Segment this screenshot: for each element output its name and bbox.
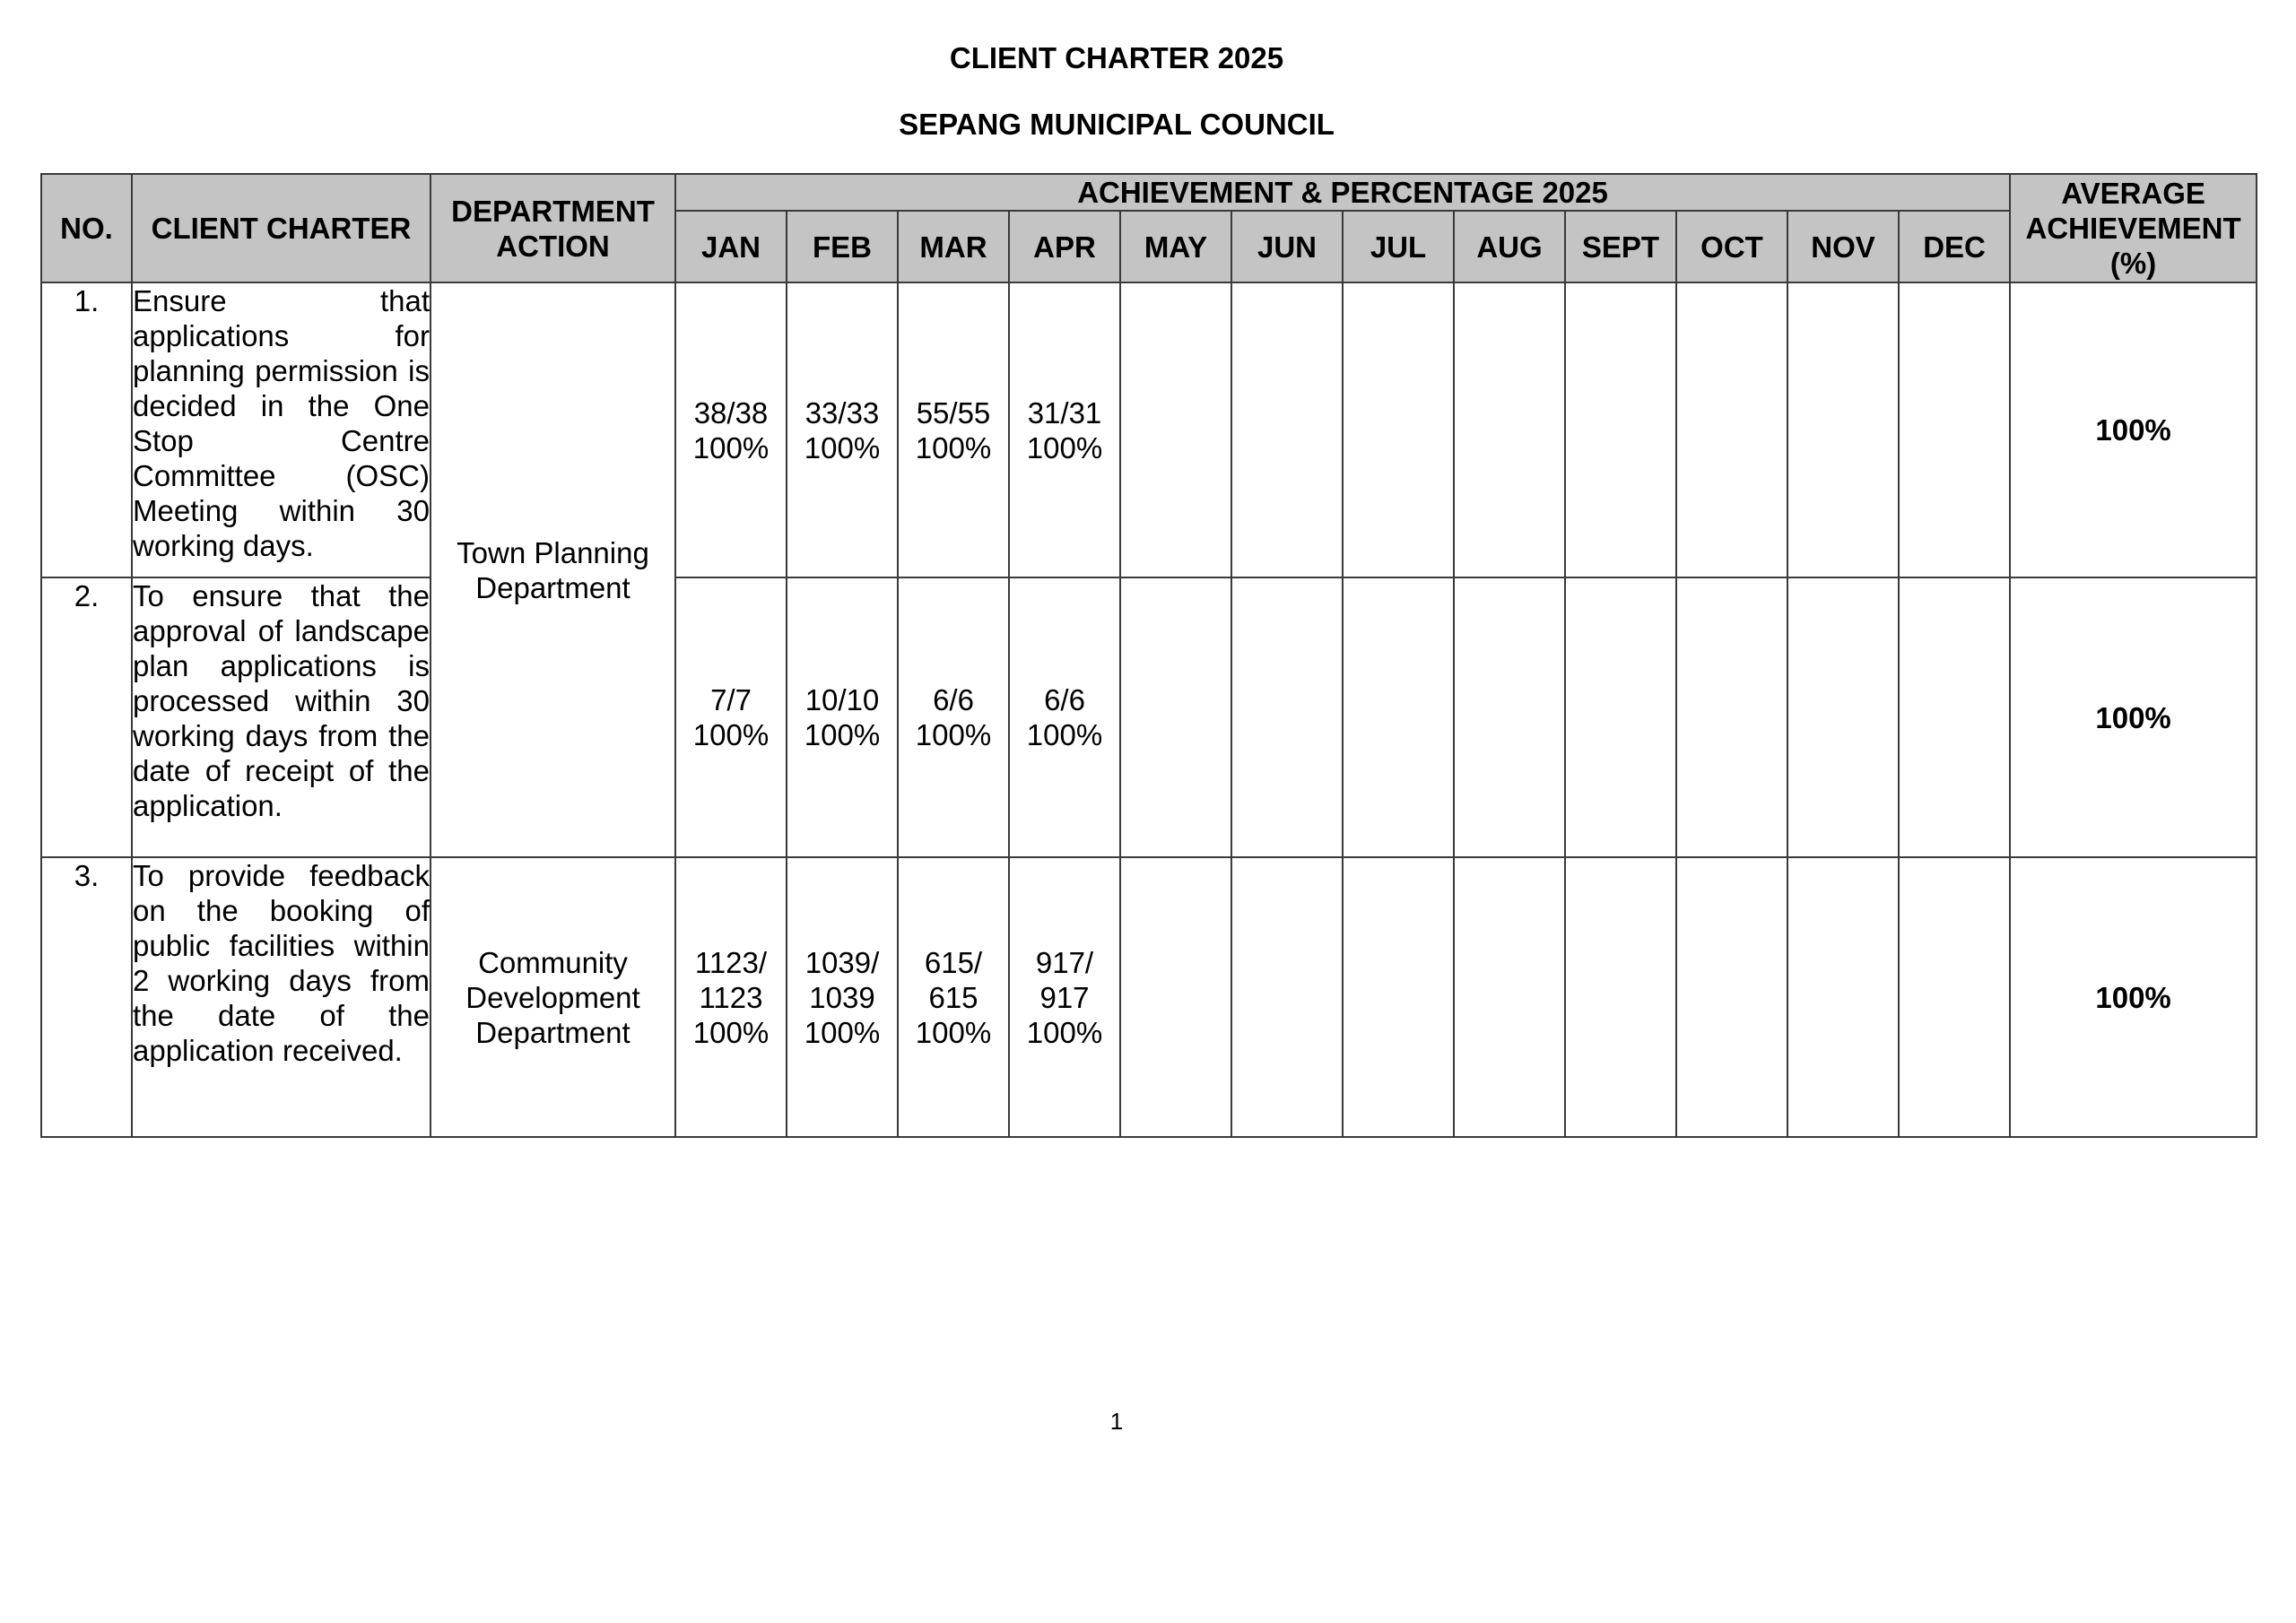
header-month: JUL [1343,211,1454,282]
document-title: CLIENT CHARTER 2025 [949,41,1284,74]
average-achievement: 100% [2010,577,2257,857]
month-cell-empty [1231,577,1343,857]
month-cell [787,577,898,857]
department-action: Community Development Department [430,857,675,1137]
document-subtitle: SEPANG MUNICIPAL COUNCIL [899,108,1335,141]
row-number: 1. [41,282,132,577]
month-cell-empty [1899,857,2010,1137]
header-average-achievement: AVERAGE ACHIEVEMENT (%) [2010,174,2257,282]
month-fraction: 917 [1039,980,1090,1014]
month-cell-empty [1565,282,1676,577]
month-cell [898,577,1009,857]
month-cell-empty [1899,577,2010,857]
month-cell [787,282,898,577]
header-month: APR [1009,211,1120,282]
header-month: JUN [1231,211,1343,282]
month-fraction: 917/ [1035,945,1094,979]
header-month: AUG [1454,211,1565,282]
month-percentage: 100% [915,718,992,751]
client-charter-table [40,173,2257,1138]
row-number: 3. [41,857,132,1137]
month-percentage: 100% [692,430,770,464]
month-cell-empty [1787,857,1899,1137]
month-fraction: 6/6 [933,683,974,716]
month-cell-empty [1787,577,1899,857]
month-cell-empty [1454,577,1565,857]
average-achievement: 100% [2010,857,2257,1137]
month-cell-empty [1231,282,1343,577]
department-action: Town Planning Department [430,282,675,857]
header-month: JAN [675,211,787,282]
header-month: OCT [1676,211,1787,282]
month-cell-empty [1343,857,1454,1137]
month-cell [787,857,898,1137]
month-percentage: 100% [1026,1015,1103,1049]
month-cell-empty [1231,857,1343,1137]
month-cell [898,282,1009,577]
header-month: FEB [787,211,898,282]
month-cell [898,857,1009,1137]
month-cell [1009,857,1120,1137]
table-row [41,577,2257,857]
header-department-action: DEPARTMENT ACTION [430,174,675,282]
month-percentage: 100% [692,718,770,751]
month-cell [675,857,787,1137]
header-no: NO. [41,174,132,282]
month-cell-empty [1565,577,1676,857]
month-cell-empty [1343,282,1454,577]
page-number: 1 [1109,1408,1124,1435]
month-cell-empty [1120,282,1231,577]
month-cell [1009,577,1120,857]
month-fraction: 7/7 [710,683,752,716]
month-fraction: 10/10 [804,683,880,716]
month-cell-empty [1787,282,1899,577]
month-fraction: 1123 [699,980,763,1014]
client-charter-text: To ensure that the approval of landscape plan applications is processed within 30 working days from the date of receipt of the application. [132,577,430,857]
month-cell-empty [1454,282,1565,577]
header-month: MAR [898,211,1009,282]
month-cell-empty [1120,577,1231,857]
header-month: DEC [1899,211,2010,282]
month-percentage: 100% [804,430,881,464]
month-fraction: 33/33 [804,395,880,430]
row-number: 2. [41,577,132,857]
month-percentage: 100% [692,1015,770,1049]
header-month: MAY [1120,211,1231,282]
header-achievement-percentage: ACHIEVEMENT & PERCENTAGE 2025 [675,174,2010,211]
client-charter-text: Ensure that applications for planning permission is decided in the One Stop Centre Committee (OSC) Meeting within 30 working days. [132,282,430,577]
month-fraction: 55/55 [916,395,991,430]
month-fraction: 1039/ [804,945,880,979]
month-cell [675,577,787,857]
month-percentage: 100% [915,1015,992,1049]
month-cell [675,282,787,577]
table-row [41,282,2257,577]
month-cell [1009,282,1120,577]
month-cell-empty [1565,857,1676,1137]
table-row [41,857,2257,1137]
month-cell-empty [1343,577,1454,857]
month-fraction: 1123/ [694,945,768,979]
month-cell-empty [1676,857,1787,1137]
month-fraction: 615 [928,980,978,1014]
month-percentage: 100% [1026,718,1103,751]
average-achievement: 100% [2010,282,2257,577]
month-fraction: 31/31 [1027,395,1102,430]
header-month: SEPT [1565,211,1676,282]
month-cell-empty [1120,857,1231,1137]
month-fraction: 1039 [809,980,875,1014]
month-fraction: 38/38 [693,395,769,430]
client-charter-text: To provide feedback on the booking of public facilities within 2 working days from the date of the application received. [132,857,430,1137]
month-percentage: 100% [1026,430,1103,464]
month-percentage: 100% [915,430,992,464]
month-cell-empty [1676,282,1787,577]
month-fraction: 615/ [924,945,983,979]
month-percentage: 100% [804,1015,881,1049]
header-month: NOV [1787,211,1899,282]
month-cell-empty [1454,857,1565,1137]
month-cell-empty [1899,282,2010,577]
month-cell-empty [1676,577,1787,857]
month-fraction: 6/6 [1044,683,1085,716]
month-percentage: 100% [804,718,881,751]
header-client-charter: CLIENT CHARTER [132,174,430,282]
